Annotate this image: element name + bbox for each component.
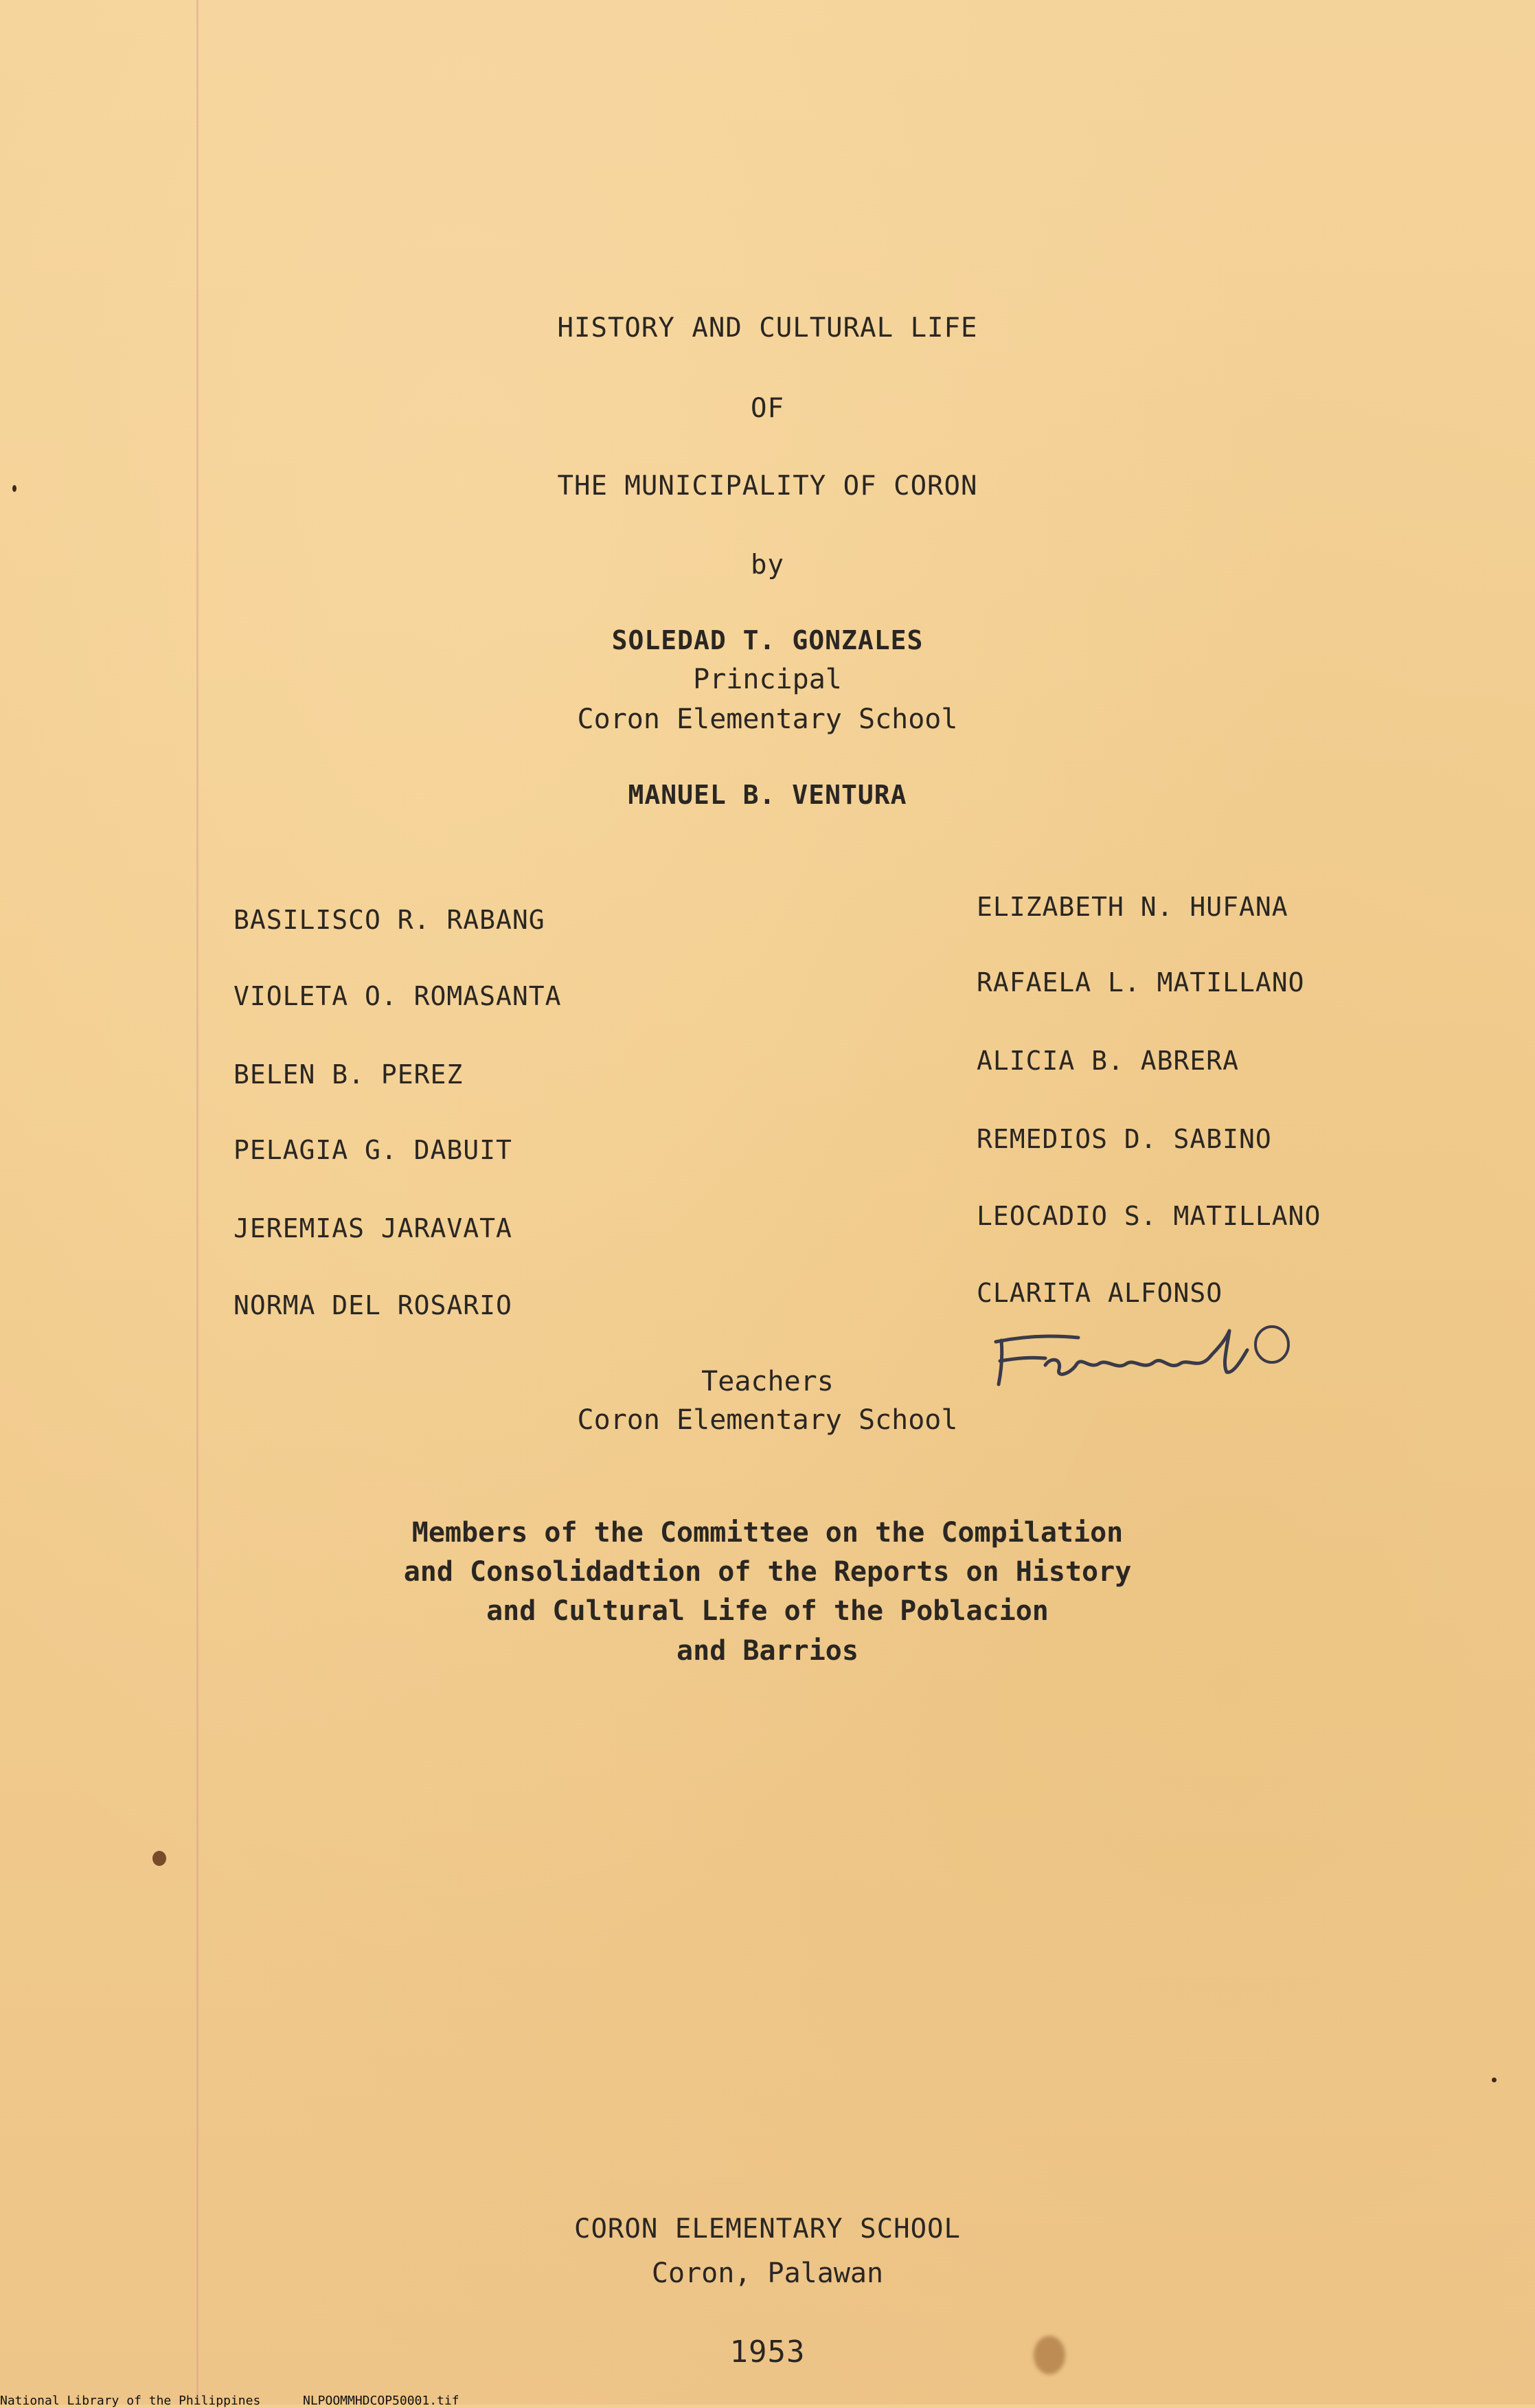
bleed-through-texture (165, 213, 1442, 254)
teacher-right-3: ALICIA B. ABRERA (977, 1046, 1240, 1076)
teacher-right-1: ELIZABETH N. HUFANA (977, 892, 1288, 922)
teacher-left-2: VIOLETA O. ROMASANTA (234, 981, 562, 1011)
teachers-school: Coron Elementary School (577, 1404, 958, 1436)
committee-line-1: Members of the Committee on the Compilation (411, 1517, 1124, 1549)
document-title: HISTORY AND CULTURAL LIFE (557, 313, 978, 344)
ink-spot (152, 1851, 166, 1866)
margin-line (196, 0, 198, 2405)
edge-mark (1492, 2078, 1497, 2082)
footer-file: NLPOOMMHDCOP50001.tif (302, 2394, 459, 2408)
teachers-label: Teachers (701, 1366, 834, 1397)
second-author: MANUEL B. VENTURA (628, 780, 907, 810)
stain-spot (1034, 2336, 1065, 2374)
year: 1953 (729, 2334, 806, 2370)
title-of: OF (751, 393, 784, 424)
teacher-left-3: BELEN B. PEREZ (234, 1059, 464, 1090)
teacher-left-1: BASILISCO R. RABANG (234, 905, 545, 935)
teacher-right-2: RAFAELA L. MATILLANO (977, 967, 1305, 998)
scan-footer (0, 2394, 459, 2408)
teacher-left-4: PELAGIA G. DABUIT (234, 1135, 512, 1165)
footer-library: National Library of the Philippines (0, 2394, 261, 2408)
principal-role: Principal (693, 664, 842, 695)
teacher-right-6: CLARITA ALFONSO (977, 1278, 1223, 1308)
place-school: CORON ELEMENTARY SCHOOL (573, 2214, 962, 2244)
title-by: by (751, 550, 784, 581)
teacher-left-6: NORMA DEL ROSARIO (234, 1290, 512, 1320)
committee-line-4: and Barrios (676, 1635, 859, 1667)
committee-line-2: and Consolidadtion of the Reports on History (403, 1556, 1132, 1588)
place-location: Coron, Palawan (651, 2258, 884, 2289)
teacher-right-5: LEOCADIO S. MATILLANO (977, 1201, 1321, 1231)
title-municipality: THE MUNICIPALITY OF CORON (557, 471, 978, 502)
teacher-right-4: REMEDIOS D. SABINO (977, 1124, 1272, 1154)
committee-line-3: and Cultural Life of the Poblacion (486, 1595, 1049, 1627)
principal-school: Coron Elementary School (577, 704, 958, 735)
edge-mark (12, 485, 16, 492)
principal-name: SOLEDAD T. GONZALES (611, 625, 924, 655)
teacher-left-5: JEREMIAS JARAVATA (234, 1213, 512, 1244)
